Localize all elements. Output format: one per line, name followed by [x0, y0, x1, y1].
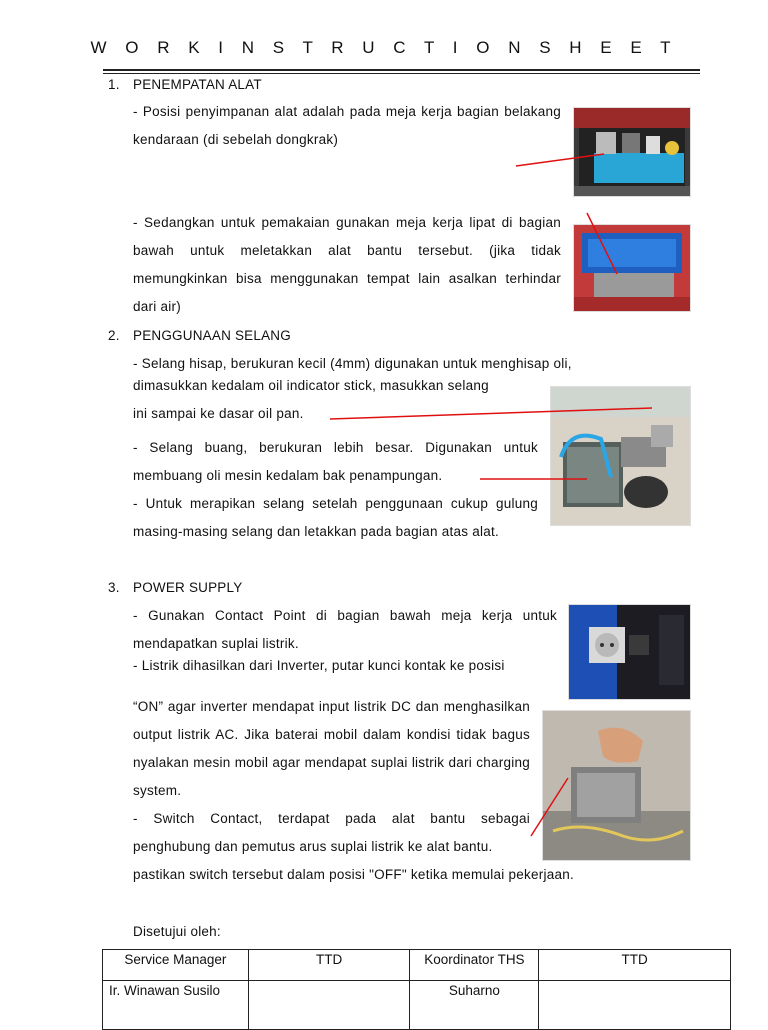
section-3-heading: POWER SUPPLY: [133, 580, 243, 595]
section-3-paragraph-2: [133, 658, 505, 673]
section-2-paragraph-1-line-3: ini sampai ke dasar oil pan.: [133, 406, 304, 421]
photo-trunk-storage: [573, 107, 691, 197]
section-1-number: 1.: [108, 77, 120, 92]
cell-signature-1: [248, 981, 410, 1030]
photo-switch-contact: [542, 710, 691, 861]
photo-contact-point: [568, 604, 691, 700]
section-2-paragraph-1: [133, 350, 693, 378]
cell-service-manager: Service Manager: [103, 950, 249, 981]
cell-signature-2: [539, 981, 731, 1030]
signature-row-titles: [103, 950, 731, 981]
section-3-paragraph-1: - Gunakan Contact Point di bagian bawah meja kerja untuk mendapatkan suplai listrik.: [133, 608, 557, 651]
section-2-paragraph-1-line-2: dimasukkan kedalam oil indicator stick, masukkan selang: [133, 378, 489, 393]
section-1-paragraph-2: - Sedangkan untuk pemakaian gunakan meja kerja lipat di bagian bawah untuk meletakkan alat bantu tersebut. (jika tidak memungkinkan bisa menggunakan tempat lain asalkan terhindar dari air): [133, 215, 561, 314]
signature-row-names: [103, 981, 731, 1030]
section-2-number: 2.: [108, 328, 120, 343]
section-3-paragraph-5-text: pastikan switch tersebut dalam posisi "OFF" ketika memulai pekerjaan.: [133, 867, 575, 882]
section-1-paragraph-1: - Posisi penyimpanan alat adalah pada meja kerja bagian belakang kendaraan (di sebelah dongkrak): [133, 104, 561, 147]
section-3-paragraph-5: [133, 867, 574, 882]
section-3-paragraph-2-text: - Listrik dihasilkan dari Inverter, putar kunci kontak ke posisi: [133, 658, 505, 673]
cell-koordinator: Koordinator THS: [410, 950, 539, 981]
section-2-paragraph-1-text: - Selang hisap, berukuran kecil (4mm) digunakan untuk menghisap oli,: [133, 356, 572, 371]
section-2-paragraph-3: - Untuk merapikan selang setelah penggunaan cukup gulung masing-masing selang dan letakkan pada bagian atas alat.: [133, 496, 538, 539]
title-rule: [103, 69, 700, 71]
section-1-heading: PENEMPATAN ALAT: [133, 77, 262, 92]
photo-hoses: [550, 386, 691, 526]
section-3-paragraph-4: - Switch Contact, terdapat pada alat bantu sebagai penghubung dan pemutus arus suplai listrik ke alat bantu.: [133, 811, 530, 854]
signature-table: [102, 949, 731, 1030]
cell-ttd-1: TTD: [248, 950, 410, 981]
document-title: W O R K I N S T R U C T I O N S H E E T: [90, 38, 678, 57]
section-3-number: 3.: [108, 580, 120, 595]
cell-coordinator-name: Suharno: [410, 981, 539, 1030]
section-2-paragraph-2: - Selang buang, berukuran lebih besar. Digunakan untuk membuang oli mesin kedalam bak penampungan.: [133, 440, 538, 483]
cell-ttd-2: TTD: [539, 950, 731, 981]
photo-folding-table: [573, 224, 691, 312]
section-2-heading: PENGGUNAAN SELANG: [133, 328, 291, 343]
title-rule-thin: [103, 73, 700, 74]
section-3-paragraph-3: “ON” agar inverter mendapat input listrik DC dan menghasilkan output listrik AC. Jika baterai mobil dalam kondisi tidak bagus nyalakan mesin mobil agar mendapat suplai listrik dari charging system.: [133, 699, 530, 798]
cell-manager-name: Ir. Winawan Susilo: [103, 981, 249, 1030]
approval-label: Disetujui oleh:: [133, 924, 221, 939]
